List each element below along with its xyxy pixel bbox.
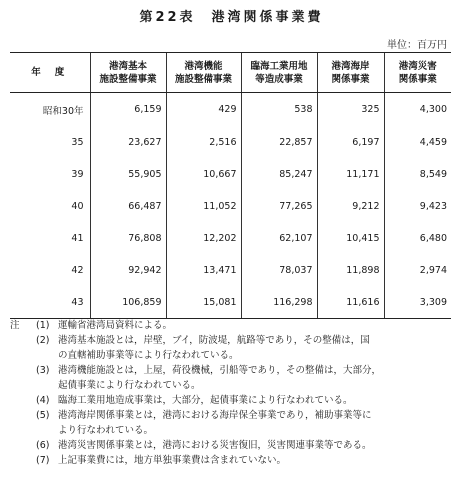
unit-label: 単位：百万円 [387, 40, 447, 51]
note-number: (1) [36, 320, 50, 331]
value-cell: 11,171 [317, 159, 384, 191]
note-item [10, 318, 451, 333]
value-cell: 15,081 [166, 287, 241, 319]
value-cell: 23,627 [90, 127, 166, 159]
value-cell: 11,052 [166, 191, 241, 223]
header-line: 関係事業 [398, 73, 437, 85]
value-cell: 11,898 [317, 255, 384, 287]
table-row [10, 223, 451, 255]
value-cell: 325 [317, 93, 384, 127]
value-cell: 13,471 [166, 255, 241, 287]
table-row [10, 159, 451, 191]
notes-section [10, 318, 451, 468]
value-cell: 2,516 [166, 127, 241, 159]
note-number: (7) [36, 455, 50, 466]
header-line: 施設整備事業 [99, 73, 157, 85]
data-table [10, 52, 451, 319]
value-cell: 10,415 [317, 223, 384, 255]
note-text: 臨海工業用地造成事業は，大部分，起債事業により行なわれている。 [58, 395, 353, 406]
note-number: (4) [36, 395, 50, 406]
note-number: (3) [36, 365, 50, 376]
value-cell: 55,905 [90, 159, 166, 191]
header-line: 施設整備事業 [174, 73, 232, 85]
header-port-function [166, 53, 241, 93]
value-cell: 85,247 [241, 159, 317, 191]
note-text: 港湾基本施設とは，岸壁，ブイ，防波堤，航路等であり，その整備は，国 [58, 335, 370, 346]
note-spacer [10, 393, 36, 408]
header-coastal-land [241, 53, 317, 93]
value-cell: 8,549 [384, 159, 451, 191]
note-continuation: の直轄補助事業等により行なわれている。 [58, 350, 239, 361]
value-cell: 538 [241, 93, 317, 127]
value-cell: 77,265 [241, 191, 317, 223]
year-cell: 40 [71, 201, 84, 212]
year-cell: 43 [10, 287, 90, 319]
value-cell: 6,159 [90, 93, 166, 127]
year-cell: 35 [71, 137, 84, 148]
header-line: 関係事業 [331, 73, 370, 85]
value-cell: 9,423 [384, 191, 451, 223]
table-row [10, 255, 451, 287]
note-number: (5) [36, 410, 50, 421]
note-item [10, 393, 451, 408]
header-line: 等造成事業 [255, 73, 303, 85]
value-cell: 6,197 [317, 127, 384, 159]
value-cell: 11,616 [317, 287, 384, 319]
note-continuation: より行なわれている。 [58, 425, 154, 436]
value-cell: 92,942 [90, 255, 166, 287]
header-year [10, 53, 90, 93]
value-cell: 116,298 [241, 287, 317, 319]
table-row [10, 127, 451, 159]
table-title: 第22表 港湾関係事業費 [139, 10, 324, 25]
header-row [10, 53, 451, 93]
table-row [10, 191, 451, 223]
header-port-disaster [384, 53, 451, 93]
header-year-1: 年 [31, 67, 55, 78]
note-spacer [10, 438, 36, 453]
value-cell: 76,808 [90, 223, 166, 255]
header-year-2: 度 [54, 67, 79, 78]
value-cell: 78,037 [241, 255, 317, 287]
value-cell: 62,107 [241, 223, 317, 255]
note-text: 上記事業費には，地方単独事業費は含まれていない。 [58, 455, 287, 466]
value-cell: 429 [166, 93, 241, 127]
note-item [10, 408, 451, 423]
header-port-basic [90, 53, 166, 93]
note-item [10, 333, 451, 348]
value-cell: 2,974 [384, 255, 451, 287]
note-text: 港湾機能施設とは，上屋，荷役機械，引船等であり，その整備は，大部分， [58, 365, 382, 376]
year-cell: 昭和30年 [42, 105, 84, 117]
table-row [10, 287, 451, 319]
note-item [10, 438, 451, 453]
note-number: (6) [36, 440, 50, 451]
header-line: 臨海工業用地 [250, 60, 308, 72]
year-cell: 39 [71, 169, 84, 180]
note-text: 運輸省港湾局資料による。 [58, 320, 173, 331]
note-text: 港湾海岸関係事業とは，港湾における海岸保全事業であり，補助事業等に [58, 410, 372, 421]
note-spacer [10, 333, 36, 348]
value-cell: 9,212 [317, 191, 384, 223]
value-cell: 10,667 [166, 159, 241, 191]
note-continuation: 起債事業により行なわれている。 [58, 380, 201, 391]
year-cell: 41 [71, 233, 84, 244]
header-port-coast [317, 53, 384, 93]
value-cell: 106,859 [90, 287, 166, 319]
note-item [10, 453, 451, 468]
note-item [10, 363, 451, 378]
table-row [10, 93, 451, 127]
value-cell: 3,309 [384, 287, 451, 319]
value-cell: 6,480 [384, 223, 451, 255]
note-spacer [10, 363, 36, 378]
value-cell: 66,487 [90, 191, 166, 223]
year-cell: 42 [71, 265, 84, 276]
value-cell: 12,202 [166, 223, 241, 255]
note-number: (2) [36, 335, 50, 346]
header-line: 港湾海岸 [331, 60, 370, 72]
note-spacer [10, 453, 36, 468]
notes-label: 注 [10, 320, 20, 331]
header-line: 港湾災害 [398, 60, 437, 72]
value-cell: 4,459 [384, 127, 451, 159]
header-line: 港湾基本 [108, 60, 147, 72]
note-spacer [10, 408, 36, 423]
value-cell: 22,857 [241, 127, 317, 159]
header-line: 港湾機能 [184, 60, 223, 72]
value-cell: 4,300 [384, 93, 451, 127]
note-text: 港湾災害関係事業とは，港湾における災害復旧，災害関連事業等である。 [58, 440, 372, 451]
